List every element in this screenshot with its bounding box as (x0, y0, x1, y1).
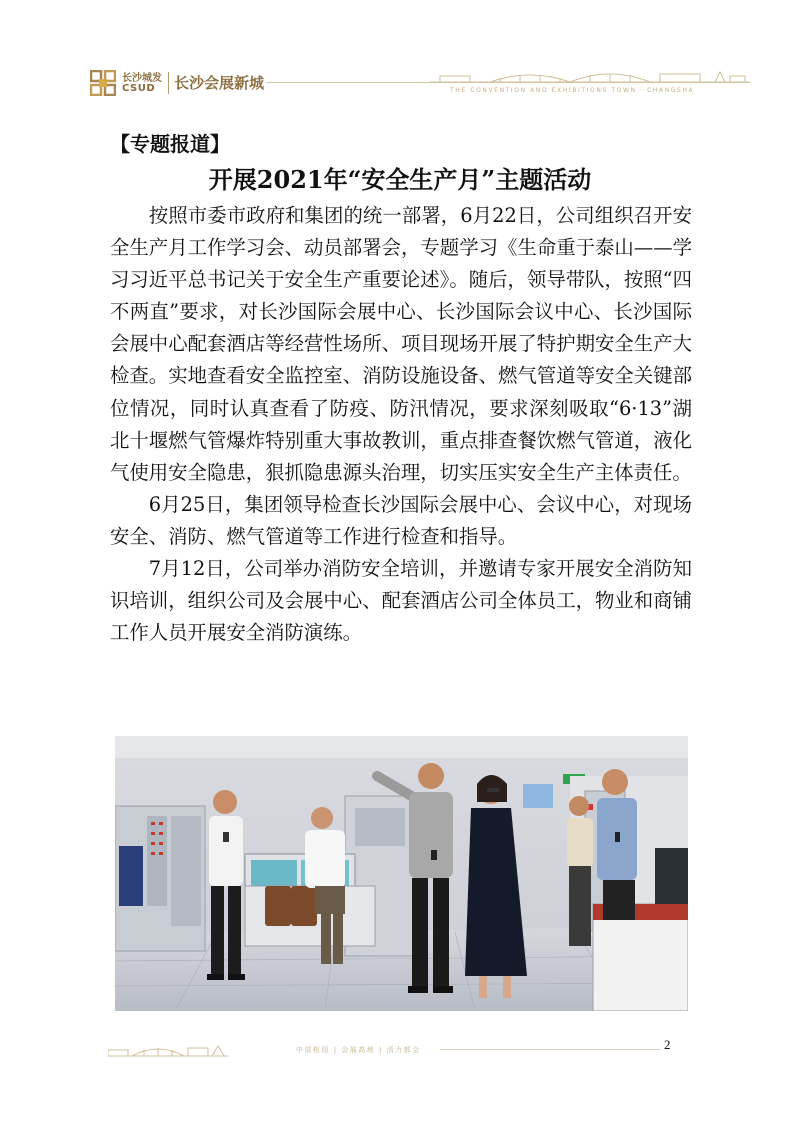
article-body (110, 200, 692, 649)
paragraph: 按照市委市政府和集团的统一部署，6月22日，公司组织召开安全生产月工作学习会、动员部署会，专题学习《生命重于泰山——学习习近平总书记关于安全生产重要论述》。随后，领导带队，按照“四不两直”要求，对长沙国际会展中心、长沙国际会议中心、长沙国际会展中心配套酒店等经营性场所、项目现场开展了特护期安全生产大检查。实地查看安全监控室、消防设施设备、燃气管道等安全关键部位情况，同时认真查看了防疫、防汛情况，要求深刻吸取“6·13”湖北十堰燃气管爆炸特别重大事故教训，重点排查餐饮燃气管道，液化气使用安全隐患，狠抓隐患源头治理，切实压实安全生产主体责任。 (110, 204, 692, 484)
page-number: 2 (664, 1037, 671, 1052)
skyline-decoration-icon (430, 66, 750, 84)
brand-name: 长沙会展新城 (174, 74, 265, 92)
article-title: 开展2021年“安全生产月”主题活动 (208, 165, 592, 194)
section-label: 【专题报道】 (110, 132, 230, 156)
brand-english: CSUD (122, 83, 156, 94)
page-header (90, 62, 750, 102)
footer-rule (440, 1049, 660, 1050)
header-tagline: THE CONVENTION AND EXHIBITIONS TOWN · CHANGSHA (450, 87, 695, 94)
footer-skyline-icon (108, 1038, 228, 1060)
page-footer (100, 1038, 700, 1060)
logo-divider (168, 72, 169, 94)
csud-logo-icon (90, 70, 116, 96)
inspection-photo (115, 736, 688, 1011)
footer-slogan: 中部枢纽 | 会展高地 | 活力都会 (296, 1046, 421, 1054)
paragraph: 7月12日，公司举办消防安全培训，并邀请专家开展安全消防知识培训，组织公司及会展中心、配套酒店公司全体员工，物业和商铺工作人员开展安全消防演练。 (110, 557, 692, 645)
brand-chinese: 长沙城发 (122, 73, 162, 84)
paragraph: 6月25日，集团领导检查长沙国际会展中心、会议中心，对现场安全、消防、燃气管道等工作进行检查和指导。 (110, 492, 692, 548)
